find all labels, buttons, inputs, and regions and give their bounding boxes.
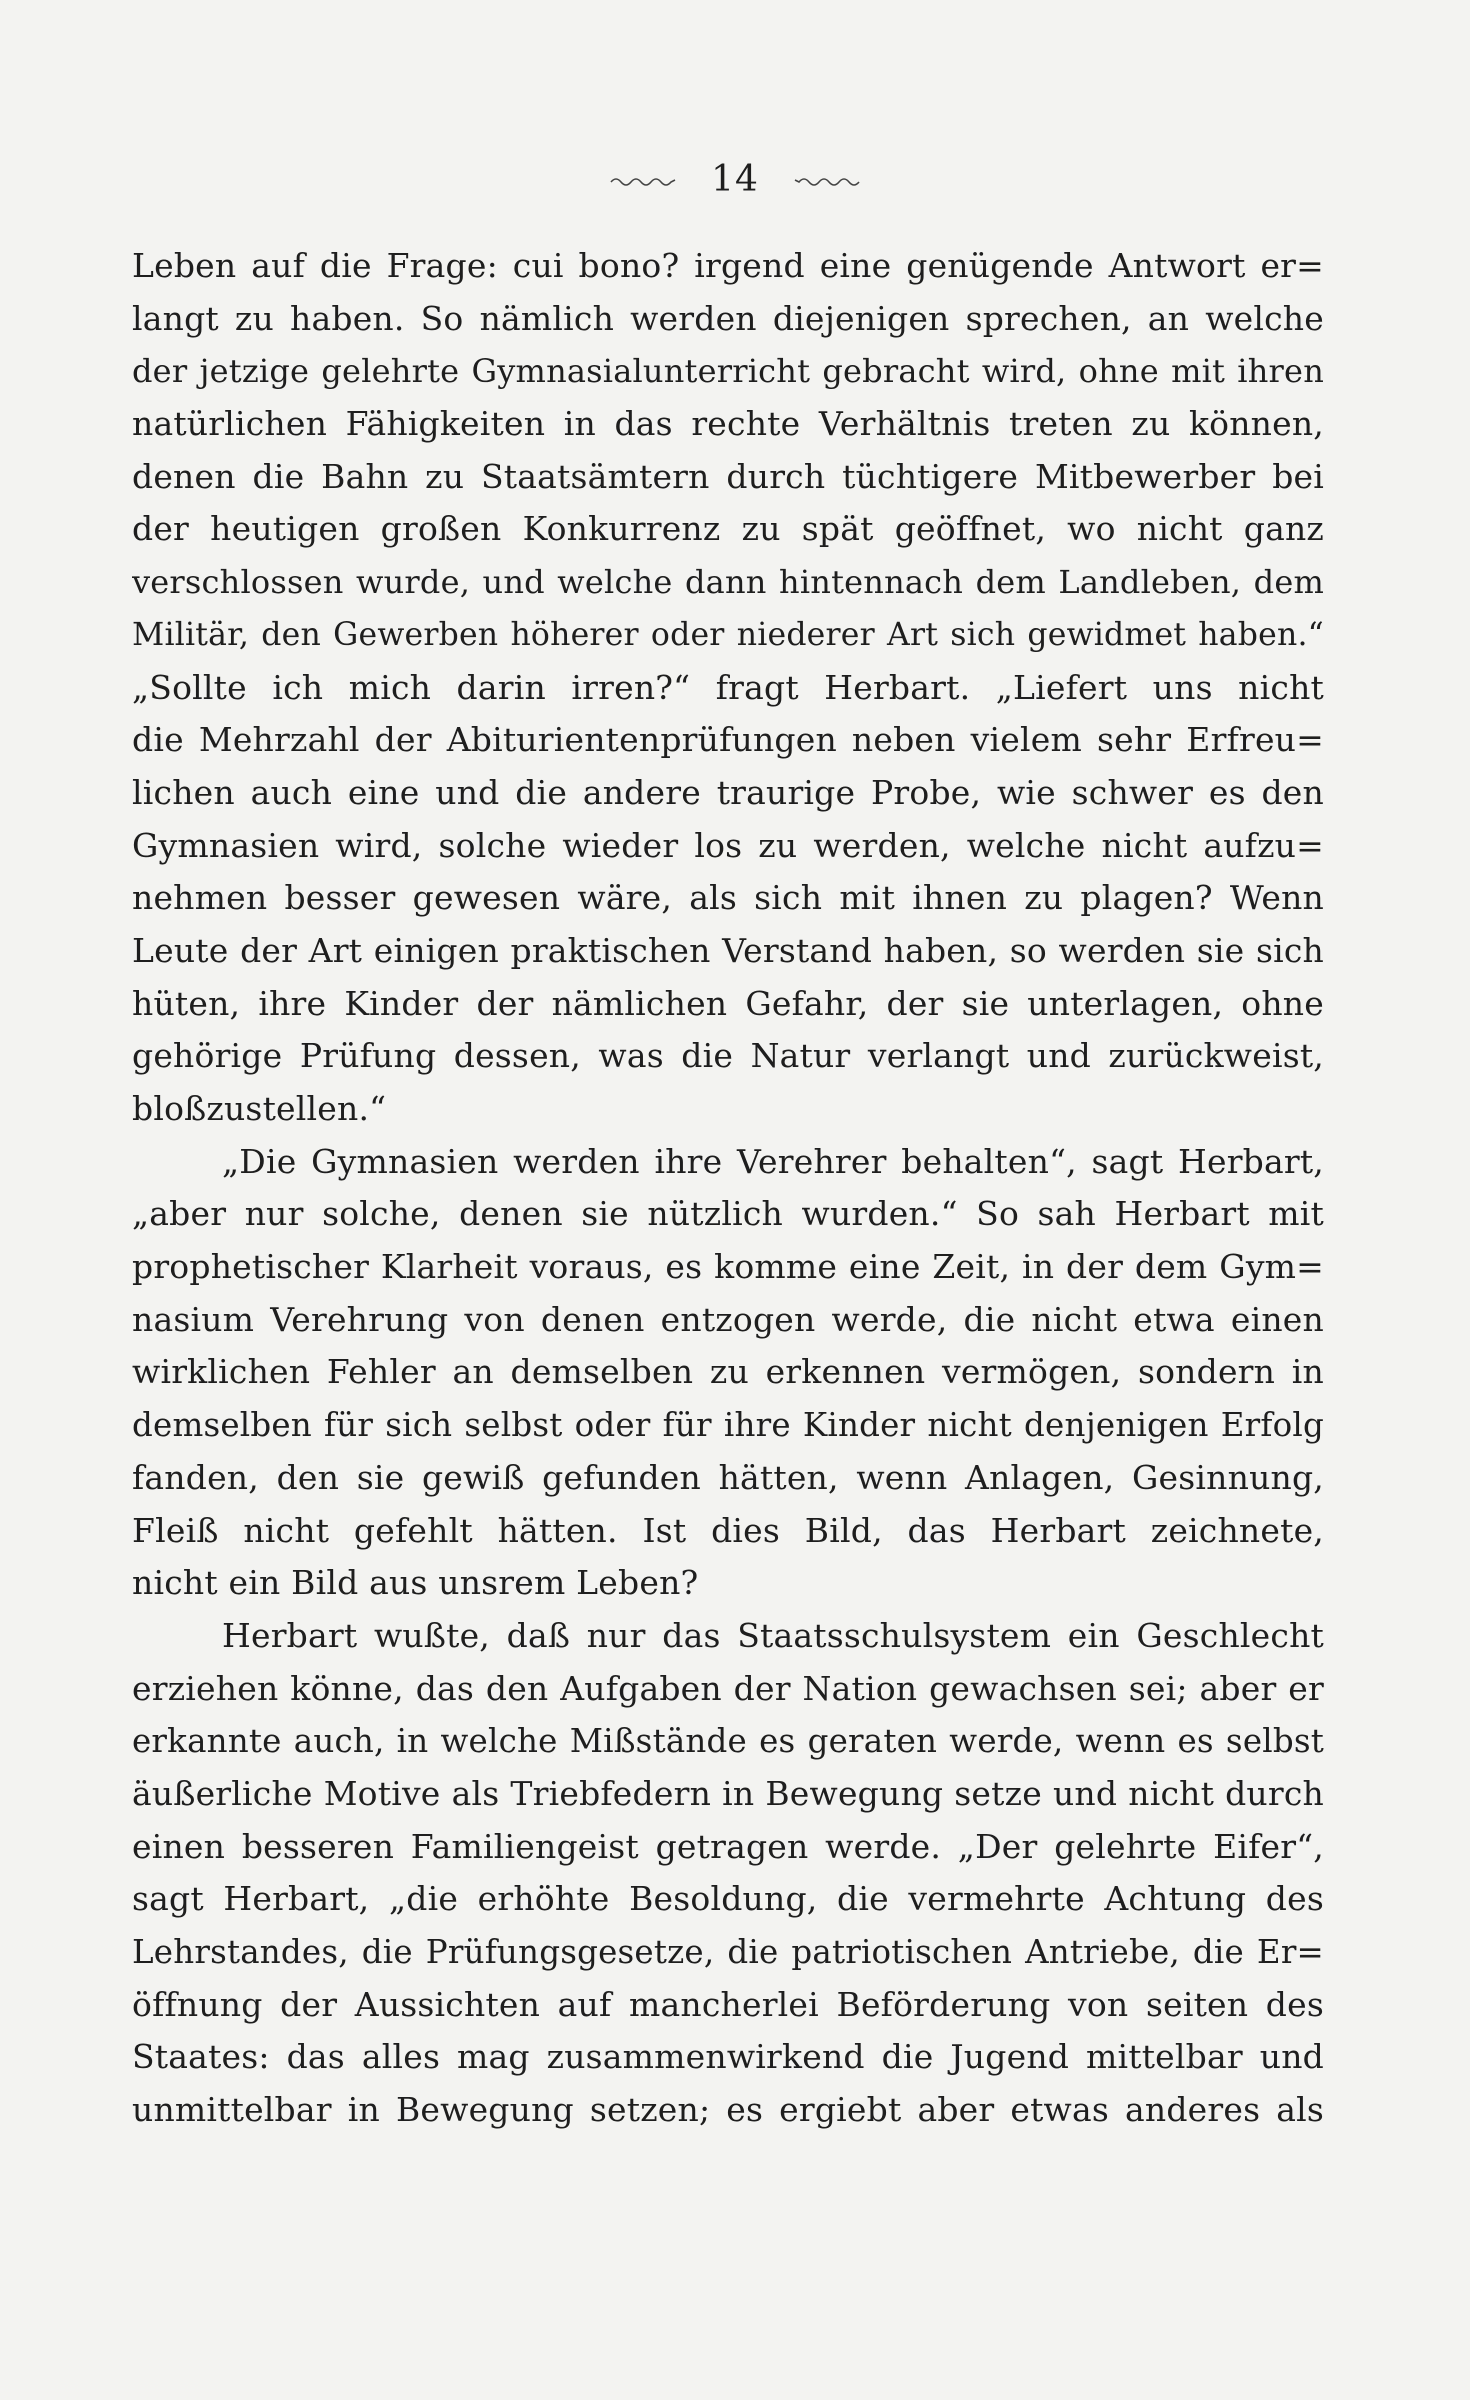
text-line: natürlichen Fähigkeiten in das rechte Verhältnis treten zu können,	[132, 404, 1324, 444]
text-line: fanden, den sie gewiß gefunden hätten, wenn Anlagen, Gesinnung,	[132, 1457, 1324, 1497]
text-line: gehörige Prüfung dessen, was die Natur verlangt und zurückweist,	[132, 1036, 1324, 1076]
text-line: öffnung der Aussichten auf mancherlei Beförderung von seiten des	[132, 1984, 1324, 2024]
text-line: „aber nur solche, denen sie nützlich wurden.“ So sah Herbart mit	[132, 1194, 1324, 1234]
text-line: äußerliche Motive als Triebfedern in Bewegung setze und nicht durch	[132, 1773, 1324, 1813]
text-line: wirklichen Fehler an demselben zu erkennen vermögen, sondern in	[132, 1352, 1324, 1392]
body-text	[132, 240, 1324, 2137]
text-line: langt zu haben. So nämlich werden diejenigen sprechen, an welche	[132, 298, 1324, 338]
text-line: Fleiß nicht gefehlt hätten. Ist dies Bild, das Herbart zeichnete,	[132, 1510, 1324, 1550]
text-line: der jetzige gelehrte Gymnasialunterricht gebracht wird, ohne mit ihren	[132, 352, 1324, 391]
text-line: „Die Gymnasien werden ihre Verehrer behalten“, sagt Herbart,	[222, 1141, 1324, 1181]
text-line: demselben für sich selbst oder für ihre Kinder nicht denjenigen Erfolg	[132, 1406, 1324, 1445]
text-line: lichen auch eine und die andere traurige Probe, wie schwer es den	[132, 772, 1324, 812]
text-line: Lehrstandes, die Prüfungsgesetze, die patriotischen Antriebe, die Er=	[132, 1933, 1324, 1971]
text-line: sagt Herbart, „die erhöhte Besoldung, die vermehrte Achtung des	[132, 1879, 1324, 1919]
text-line: verschlossen wurde, und welche dann hintennach dem Landleben, dem	[132, 563, 1324, 602]
text-line: hüten, ihre Kinder der nämlichen Gefahr, der sie unterlagen, ohne	[132, 983, 1324, 1023]
text-line: Gymnasien wird, solche wieder los zu werden, welche nicht aufzu=	[132, 825, 1324, 865]
text-line: denen die Bahn zu Staatsämtern durch tüchtigere Mitbewerber bei	[132, 456, 1324, 496]
text-line: unmittelbar in Bewegung setzen; es ergiebt aber etwas anderes als	[132, 2090, 1324, 2130]
page-header	[0, 160, 1470, 200]
text-line: Leben auf die Frage: cui bono? irgend eine genügende Antwort er=	[132, 246, 1324, 285]
text-line: nasium Verehrung von denen entzogen werde, die nicht etwa einen	[132, 1299, 1324, 1339]
text-line: bloßzustellen.“	[132, 1089, 387, 1128]
text-line: der heutigen großen Konkurrenz zu spät geöffnet, wo nicht ganz	[132, 509, 1324, 549]
text-line: Herbart wußte, daß nur das Staatsschulsystem ein Geschlecht	[222, 1615, 1324, 1655]
text-line: Staates: das alles mag zusammenwirkend die Jugend mittelbar und	[132, 2037, 1324, 2077]
text-line: einen besseren Familiengeist getragen werde. „Der gelehrte Eifer“,	[132, 1826, 1324, 1866]
text-line: die Mehrzahl der Abiturientenprüfungen neben vielem sehr Erfreu=	[132, 720, 1324, 760]
text-line: nicht ein Bild aus unsrem Leben?	[132, 1563, 699, 1603]
right-ornament-icon	[793, 173, 861, 187]
text-line: nehmen besser gewesen wäre, als sich mit ihnen zu plagen? Wenn	[132, 878, 1324, 918]
text-line: Militär, den Gewerben höherer oder niederer Art sich gewidmet haben.“	[132, 616, 1324, 653]
text-line: erziehen könne, das den Aufgaben der Nation gewachsen sei; aber er	[132, 1668, 1324, 1708]
text-line: „Sollte ich mich darin irren?“ fragt Herbart. „Liefert uns nicht	[132, 667, 1324, 707]
page-number: 14	[711, 159, 759, 200]
text-line: prophetischer Klarheit voraus, es komme eine Zeit, in der dem Gym=	[132, 1247, 1324, 1287]
left-ornament-icon	[609, 173, 677, 187]
text-line: Leute der Art einigen praktischen Verstand haben, so werden sie sich	[132, 930, 1324, 970]
text-line: erkannte auch, in welche Mißstände es geraten werde, wenn es selbst	[132, 1722, 1324, 1761]
